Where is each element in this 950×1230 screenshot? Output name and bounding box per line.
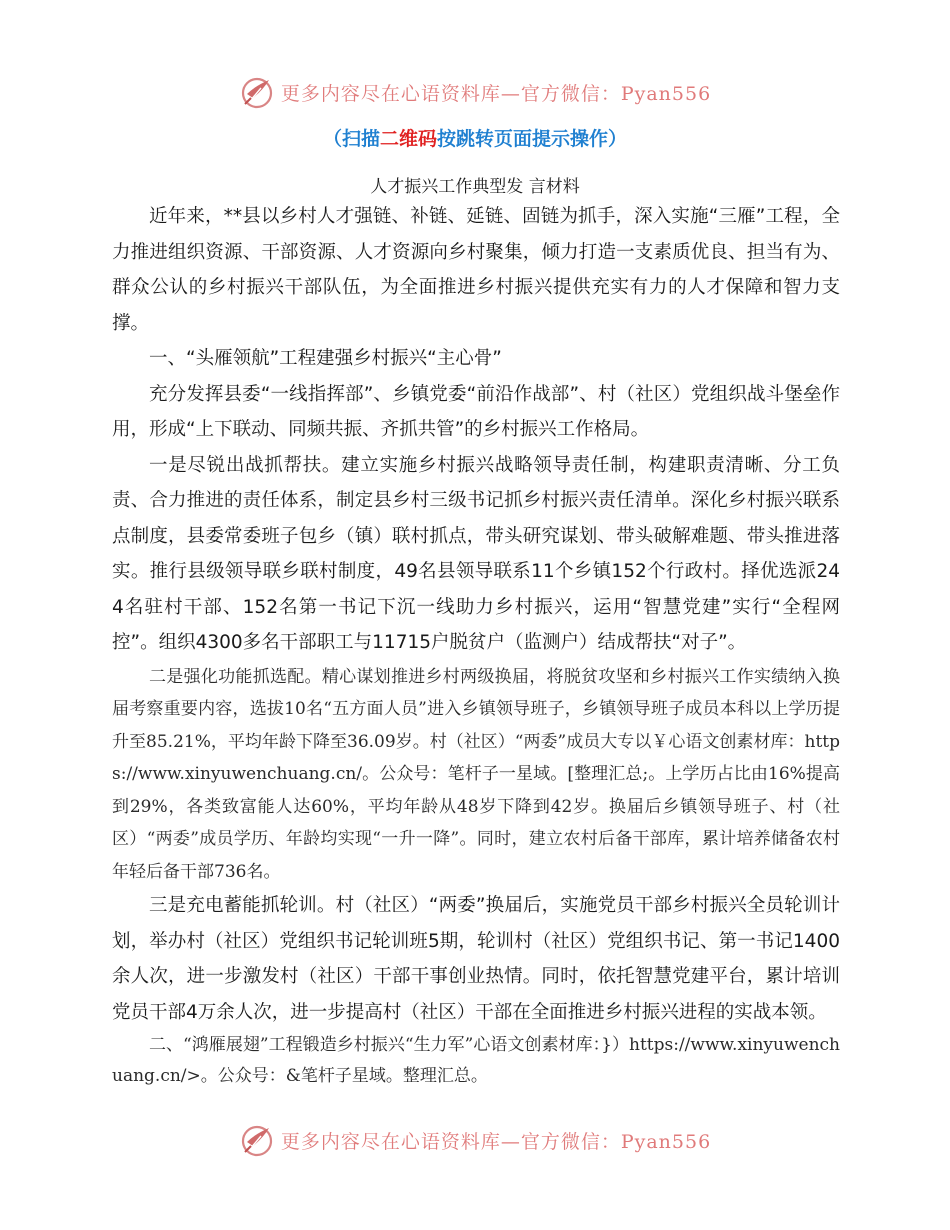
document-body [112,199,840,1092]
scan-part1: 扫描 [341,128,380,150]
paragraph: 充分发挥县委“一线指挥部”、乡镇党委“前沿作战部”、村（社区）党组织战斗堡垒作用，形成“上下联动、同频共振、齐抓共管”的乡村振兴工作格局。 [112,383,840,440]
paragraph: 三是充电蓄能抓轮训。村（社区）“两委”换届后，实施党员干部乡村振兴全员轮训计划，举办村（社区）党组织书记轮训班5期，轮训村（社区）党组织书记、第一书记1400余人次，进一步激发村（社区）干部干事创业热情。同时，依托智慧党建平台，累计培训党员干部4万余人次，进一步提高村（社区）干部在全面推进乡村振兴进程的实战本领。 [112,895,840,1023]
quill-pen-logo-icon [239,74,275,110]
paragraph-intro: 近年来，**县以乡村人才强链、补链、延链、固链为抓手，深入实施“三雁”工程，全力推进组织资源、干部资源、人才资源向乡村聚集，倾力打造一支素质优良、担当有为、群众公认的乡村振兴干部队伍，为全面推进乡村振兴提供充实有力的人才保障和智力支撑。 [112,206,840,334]
scan-close-paren: ） [608,128,628,150]
section-heading-1: 一、“头雁领航”工程建强乡村振兴“主心骨” [149,348,502,369]
scan-qr-notice[interactable] [0,124,950,151]
banner-text: 更多内容尽在心语资料库—官方微信：Pyan556 [280,82,712,105]
paragraph: 一是尽锐出战抓帮扶。建立实施乡村振兴战略领导责任制，构建职责清晰、分工负责、合力推进的责任体系，制定县乡村三级书记抓乡村振兴责任清单。深化乡村振兴联系点制度，县委常委班子包乡（镇）联村抓点，带头研究谋划、带头破解难题、带头推进落实。推行县级领导联乡联村制度，49名县领导联系11个乡镇152个行政村。择优选派244名驻村干部、152名第一书记下沉一线助力乡村振兴，运用“智慧党建”实行“全程网控”。组织4300多名干部职工与11715户脱贫户（监测户）结成帮扶“对子”。 [112,454,840,653]
scan-part2: 按跳转页面提示操作 [437,128,609,150]
paragraph: 二是强化功能抓选配。精心谋划推进乡村两级换届，将脱贫攻坚和乡村振兴工作实绩纳入换届考察重要内容，选拔10名“五方面人员”进入乡镇领导班子，乡镇领导班子成员本科以上学历提升至85.21%，平均年龄下降至36.09岁。村（社区）“两委”成员大专以￥心语文创素材库：https://www.xinyuwenchuang.cn/。公众号：笔杆子一星域。[整理汇总;。上学历占比由16%提高到29%，各类致富能人达60%，平均年龄从48岁下降到42岁。换届后乡镇领导班子、村（社区）“两委”成员学历、年龄均实现“一升一降”。同时，建立农村后备干部库，累计培养储备农村年轻后备干部736名。 [112,666,840,882]
section-heading-2: 二、“鸿雁展翅”工程锻造乡村振兴“生力军”心语文创素材库：}）https://www.xinyuwenchuang.cn/>。公众号：&笔杆子星域。整理汇总。 [112,1035,840,1086]
banner-text: 更多内容尽在心语资料库—官方微信：Pyan556 [280,1130,712,1153]
scan-qr-highlight: 二维码 [379,128,437,150]
footer-banner [0,1120,950,1160]
document-title: 人才振兴工作典型发 言材料 [370,177,580,197]
quill-pen-logo-icon [239,1122,275,1158]
scan-open-paren: （ [322,128,342,150]
header-banner [0,72,950,112]
